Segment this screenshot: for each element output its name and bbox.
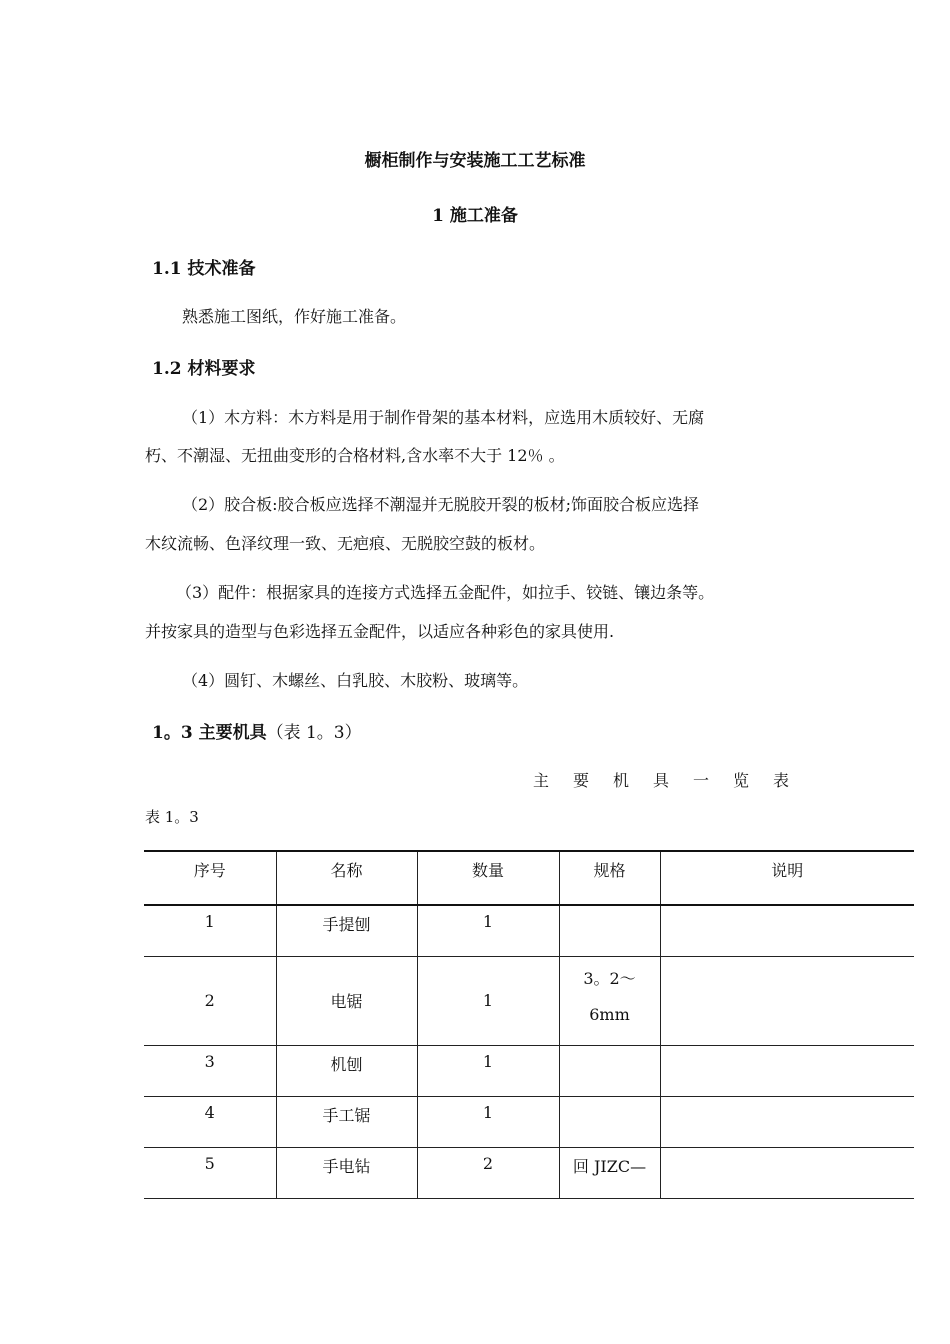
section-1-3-table-ref: （表 1。3）	[266, 723, 362, 743]
section-1-heading: 1 施工准备	[432, 206, 518, 226]
material-3-line-1: （3）配件：根据家具的连接方式选择五金配件，如拉手、铰链、镶边条等。	[176, 583, 715, 602]
cell-number: 4	[144, 1096, 276, 1147]
cell-quantity: 1	[417, 1096, 559, 1147]
material-4-line-1: （4）圆钉、木螺丝、白乳胶、木胶粉、玻璃等。	[182, 671, 529, 690]
header-number: 序号	[144, 851, 276, 905]
cell-spec	[559, 956, 660, 1045]
material-1-line-2: 朽、不潮湿、无扭曲变形的合格材料,含水率不大于 12％ 。	[145, 446, 565, 465]
material-1-line-1: （1）木方料：木方料是用于制作骨架的基本材料，应选用木质较好、无腐	[182, 408, 705, 427]
cell-quantity: 1	[417, 1045, 559, 1096]
cell-name: 手提刨	[276, 905, 417, 956]
tools-table	[144, 850, 914, 1199]
table-row	[144, 905, 914, 956]
cell-name: 手电钻	[276, 1147, 417, 1198]
header-spec: 规格	[559, 851, 660, 905]
cell-name: 机刨	[276, 1045, 417, 1096]
table-header-row	[144, 851, 914, 905]
material-3-line-2: 并按家具的造型与色彩选择五金配件，以适应各种彩色的家具使用.	[145, 622, 615, 641]
cell-quantity: 2	[417, 1147, 559, 1198]
document-title: 橱柜制作与安装施工工艺标准	[364, 151, 586, 171]
cell-note	[660, 956, 914, 1045]
cell-name: 手工锯	[276, 1096, 417, 1147]
section-1-1-heading: 1.1 技术准备	[152, 259, 256, 279]
table-row	[144, 956, 914, 1045]
cell-number: 5	[144, 1147, 276, 1198]
cell-quantity: 1	[417, 956, 559, 1045]
table-label: 表 1。3	[145, 808, 199, 826]
section-1-3-title: 1。3 主要机具	[152, 723, 267, 743]
section-1-1-text: 熟悉施工图纸，作好施工准备。	[182, 307, 407, 326]
table-row	[144, 1147, 914, 1198]
cell-number: 3	[144, 1045, 276, 1096]
cell-number: 1	[144, 905, 276, 956]
table-title: 主要机具一览表	[533, 771, 814, 790]
cell-number: 2	[144, 956, 276, 1045]
header-name: 名称	[276, 851, 417, 905]
table-row	[144, 1045, 914, 1096]
cell-quantity: 1	[417, 905, 559, 956]
cell-name: 电锯	[276, 956, 417, 1045]
table-row	[144, 1096, 914, 1147]
cell-note	[660, 1147, 914, 1198]
cell-spec: 回 JIZC—	[559, 1147, 660, 1198]
section-1-3-heading	[152, 718, 362, 743]
cell-spec	[559, 1096, 660, 1147]
cell-spec	[559, 1045, 660, 1096]
cell-spec-line-1: 3。2～	[583, 968, 636, 988]
cell-note	[660, 1096, 914, 1147]
cell-note	[660, 905, 914, 956]
material-2-line-2: 木纹流畅、色泽纹理一致、无疤痕、无脱胶空鼓的板材。	[145, 534, 546, 553]
cell-spec-line-2: 6mm	[589, 1004, 630, 1024]
material-2-line-1: （2）胶合板:胶合板应选择不潮湿并无脱胶开裂的板材;饰面胶合板应选择	[182, 495, 699, 514]
section-1-2-heading: 1.2 材料要求	[152, 359, 256, 379]
cell-note	[660, 1045, 914, 1096]
header-note: 说明	[660, 851, 914, 905]
cell-spec	[559, 905, 660, 956]
header-quantity: 数量	[417, 851, 559, 905]
